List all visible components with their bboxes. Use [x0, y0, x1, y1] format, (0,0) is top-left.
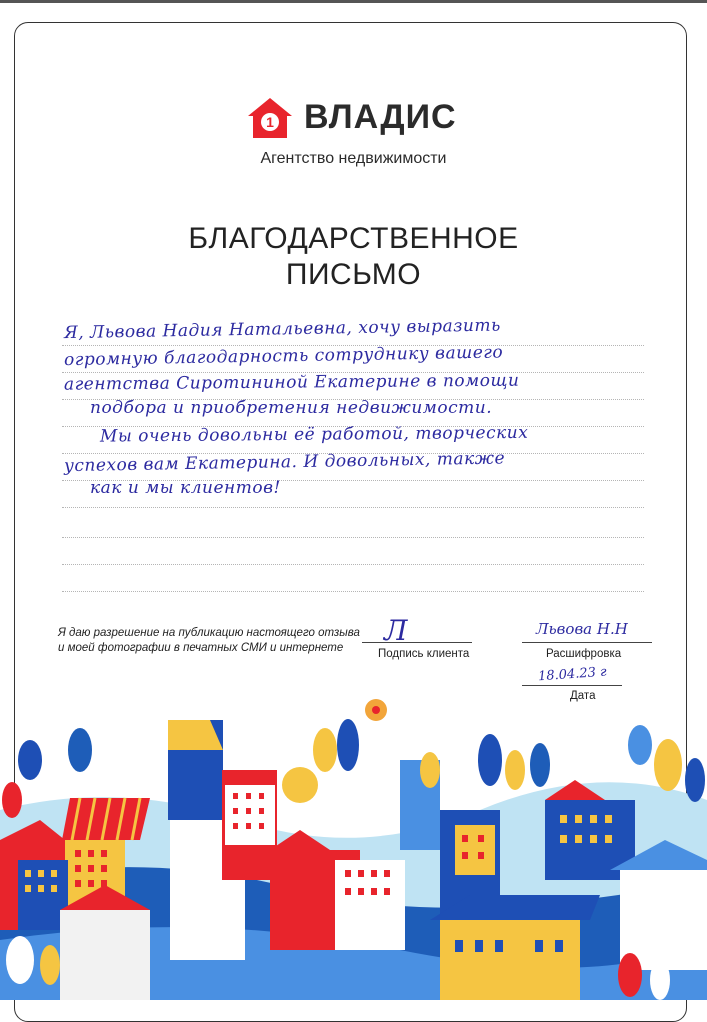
handwritten-line: подбора и приобретения недвижимости. [90, 398, 493, 418]
decoding-value: Львова Н.Н [536, 620, 628, 638]
letter-title-line2: ПИСЬМО [285, 258, 422, 291]
signature-line [362, 642, 472, 643]
house-key-icon [246, 96, 294, 140]
consent-line2: и моей фотографии в печатных СМИ и интернете [58, 642, 344, 654]
handwritten-line: успехов вам Екатерина. И довольных, также [63, 448, 506, 477]
date-value: 18.04.23 г [537, 664, 608, 685]
client-signature-label: Подпись клиента [378, 648, 470, 660]
decoding-line [522, 642, 652, 643]
handwritten-line: Я, Львова Надия Натальевна, хочу выразить [63, 315, 501, 344]
scan-edge [0, 0, 707, 3]
ruled-line [62, 537, 644, 538]
date-line [522, 685, 622, 686]
brand-name: ВЛАДИС [304, 98, 457, 136]
consent-line1: Я даю разрешение на публикацию настоящего отзыва [58, 627, 360, 639]
ruled-line [62, 591, 644, 592]
decoding-label: Расшифровка [546, 648, 622, 660]
date-label: Дата [570, 690, 596, 702]
handwritten-line: Мы очень довольны её работой, творческих [99, 422, 529, 447]
city-illustration [0, 690, 707, 1000]
ruled-line [62, 564, 644, 565]
client-signature: Л [384, 614, 408, 647]
consent-text [58, 626, 360, 656]
agency-tagline: Агентство недвижимости [260, 150, 447, 167]
brand-logo [246, 96, 466, 144]
ruled-line [62, 507, 644, 508]
handwritten-line: агентства Сиротининой Екатерине в помощи [63, 370, 520, 395]
handwritten-line: как и мы клиентов! [90, 478, 281, 498]
handwritten-line: огромную благодарность сотруднику вашего [63, 342, 504, 371]
letter-title-line1: БЛАГОДАРСТВЕННОЕ [188, 222, 519, 255]
svg-text:1: 1 [266, 114, 274, 130]
